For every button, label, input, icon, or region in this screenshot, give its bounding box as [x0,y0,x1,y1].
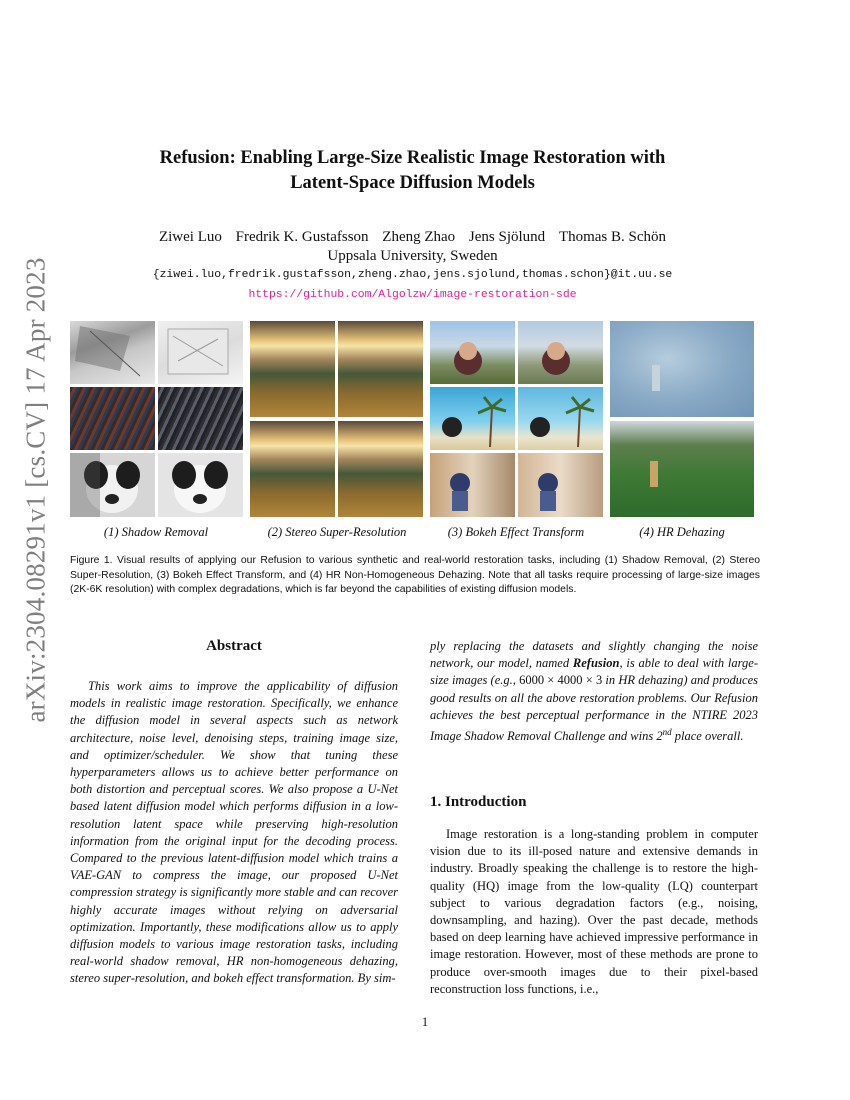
abstract-text-right: ply replacing the datasets and slightly changing the noise network, our model, named Refusion, is able to deal with large-size images (e.g., 6000 × 4000 × 3 in HR dehazing) and produces good results on all the above restoration problems. Our Refusion achieves the best perceptual performance in the NTIRE 2023 Image Shadow Removal Challenge and wins 2nd place overall. [430,639,759,744]
landscape-image [250,421,335,517]
abstract-heading: Abstract [206,638,262,654]
github-link[interactable]: https://github.com/Algolzw/image-restoration-sde [248,289,577,301]
page-number: 1 [421,1015,429,1029]
bokeh-room-input [430,453,515,517]
abstract-text-left: This work aims to improve the applicability of diffusion models in realistic image restoration. Specifically, we enhance the diffusion model in several aspects such as network architecture, noise level, denoising steps, training image size, and optimizer/scheduler. We show that tuning these hyperparameters allows us to achieve better performance on both distortion and perceptual scores. We also propose a U-Net based latent diffusion model which performs diffusion in a low-resolution latent space while preserving high-resolution information from the original input for the decoding process. Compared to the previous latent-diffusion model which trains a VAE-GAN to compress the image, our proposed U-Net compression strategy is significantly more stable and can recover highly accurate images without relying on adversarial optimization. Importantly, these modifications allow us to apply diffusion models to various image restoration tasks, including real-world shadow removal, HR non-homogeneous dehazing, stereo super-resolution, and bokeh effect transformation. By sim- [70,679,398,986]
shadow-image-input [70,321,155,384]
author: Thomas B. Schön [558,229,667,245]
landscape-image [338,421,423,517]
bokeh-beach-input [430,387,515,450]
title-line-2: Latent-Space Diffusion Models [290,173,535,193]
shadow-image-output [158,321,243,384]
dog-image-input [70,453,155,517]
affiliation: Uppsala University, Sweden [327,248,498,264]
dog-image-output [158,453,243,517]
figure-label-shadow: (1) Shadow Removal [103,525,209,539]
author: Jens Sjölund [468,229,546,245]
author-list [100,227,725,247]
figure-panel-stereo-sr [250,321,423,517]
figure-panel-bokeh [430,321,602,517]
figure-label-dehazing: (4) HR Dehazing [639,525,725,539]
author-emails: {ziwei.luo,fredrik.gustafsson,zheng.zhao,jens.sjolund,thomas.schon}@it.uu.se [152,269,673,281]
figure-panel-dehazing [610,321,754,517]
bokeh-house-input [430,321,515,384]
introduction-text: Image restoration is a long-standing problem in computer vision due to its ill-posed nature and extensive demands in industry. Broadly speaking the challenge is to restore the high-quality (HQ) image from the low-quality (LQ) counterpart subject to various degradation factors (e.g., noising, downsampling, and hazing). Over the past decade, methods based on deep learning have achieved impressive performance in image restoration. However, most of these methods are prone to produce over-smooth images due to their pixel-based reconstruction loss functions, i.e., [430,827,758,996]
dehazed-image-output [610,421,754,517]
bokeh-house-output [518,321,603,384]
circuit-image-output [158,387,243,450]
figure-caption: Figure 1. Visual results of applying our Refusion to various synthetic and real-world restoration tasks, including (1) Shadow Removal, (2) Stereo Super-Resolution, (3) Bokeh Effect Transform, and (4) HR Non-Homogeneous Dehazing. Note that all tasks require processing of large-size images (2K-6K resolution) with complex degradations, which is far beyond the capabilities of existing diffusion models. [70,555,760,595]
bokeh-beach-output [518,387,603,450]
introduction-heading: 1. Introduction [430,794,527,810]
circuit-image-input [70,387,155,450]
hazy-image-input [610,321,754,417]
figure-label-stereo: (2) Stereo Super-Resolution [267,525,407,539]
author: Ziwei Luo [158,229,222,245]
bokeh-room-output [518,453,603,517]
figure-panel-shadow-removal [70,321,242,517]
author: Zheng Zhao [382,229,456,245]
author: Fredrik K. Gustafsson [235,229,369,245]
figure-label-bokeh: (3) Bokeh Effect Transform [447,525,585,539]
landscape-image [250,321,335,417]
paper-title [100,146,725,196]
arxiv-watermark: arXiv:2304.08291v1 [cs.CV] 17 Apr 2023 [20,257,51,723]
landscape-image [338,321,423,417]
title-line-1: Refusion: Enabling Large-Size Realistic Image Restoration with [159,148,666,168]
